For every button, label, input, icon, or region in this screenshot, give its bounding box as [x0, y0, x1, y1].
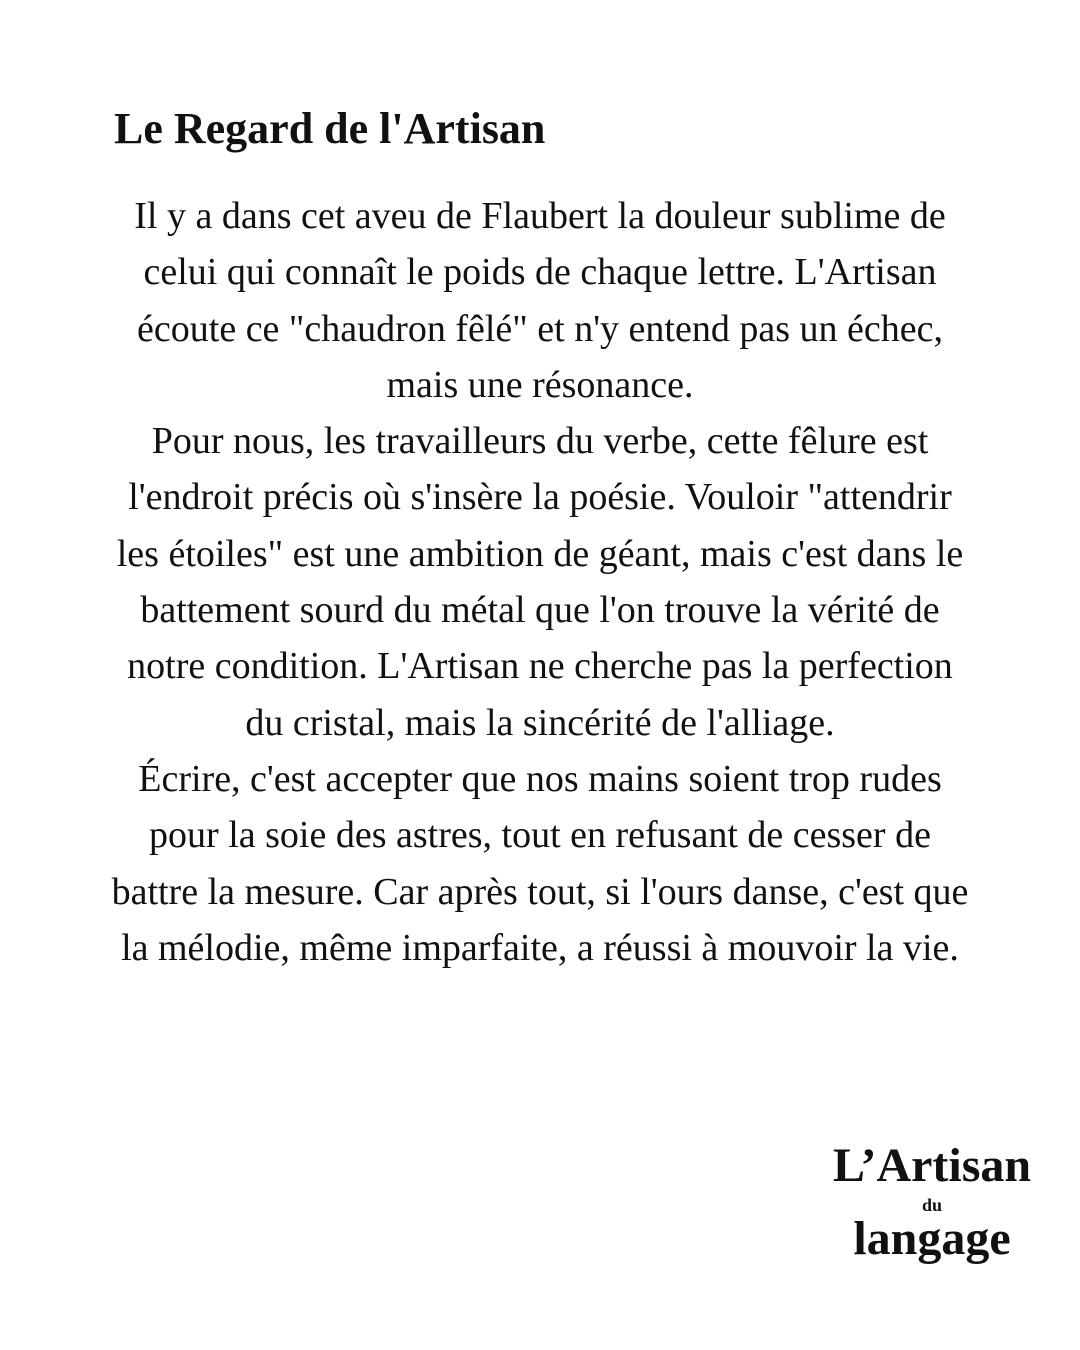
brand-line-artisan: L’Artisan [832, 1139, 1032, 1192]
page-title: Le Regard de l'Artisan [114, 104, 546, 153]
paragraph-3: Écrire, c'est accepter que nos mains soient trop rudes pour la soie des astres, tout en refusant de cesser de battre la mesure. Car après tout, si l'ours danse, c'est que la mélodie, même imparfaite, a réussi à mouvoir la vie. [111, 757, 969, 969]
body-text [108, 188, 972, 976]
paragraph-1: Il y a dans cet aveu de Flaubert la douleur sublime de celui qui connaît le poids de chaque lettre. L'Artisan écoute ce "chaudron fêlé" et n'y entend pas un échec, mais une résonance. [134, 195, 946, 406]
brand-line-du: du [921, 1195, 943, 1215]
brand-line-langage: langage [853, 1212, 1011, 1265]
paragraph-2: Pour nous, les travailleurs du verbe, cette fêlure est l'endroit précis où s'insère la poésie. Vouloir "attendrir les étoiles" est une ambition de géant, mais c'est dans le battement sourd du métal que l'on trouve la vérité de notre condition. L'Artisan ne cherche pas la perfection du cristal, mais la sincérité de l'alliage. [116, 420, 964, 744]
brand-logo [800, 1138, 1064, 1265]
